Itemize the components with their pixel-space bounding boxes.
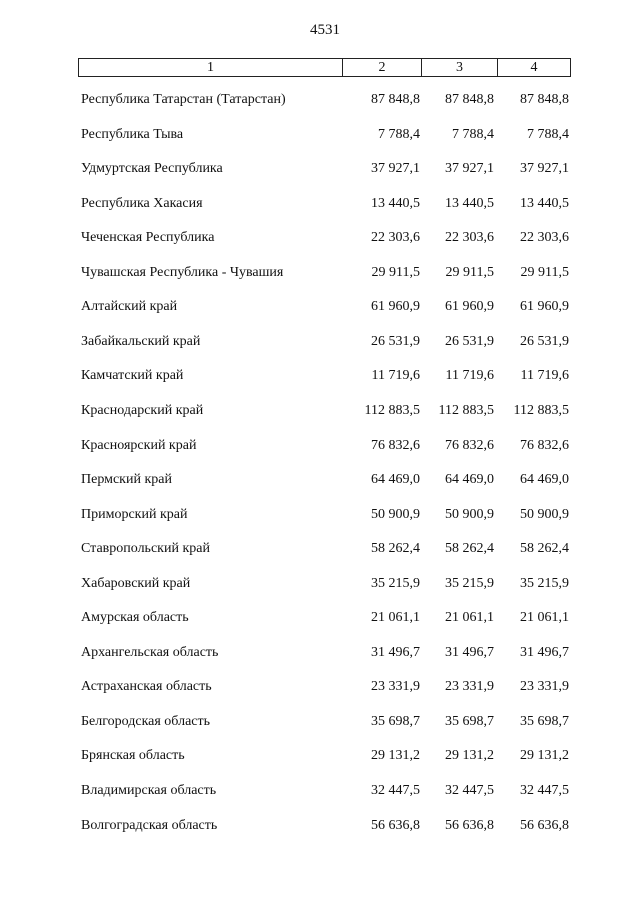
value-column-3: 22 303,6	[445, 230, 494, 246]
region-name: Камчатский край	[81, 368, 184, 384]
table-row	[0, 643, 640, 663]
value-column-2: 87 848,8	[371, 92, 420, 107]
table-row	[0, 194, 640, 214]
value-column-2: 31 496,7	[371, 644, 420, 660]
value-column-2: 58 262,4	[371, 541, 420, 557]
value-column-3: 26 531,9	[445, 333, 494, 349]
value-column-2: 13 440,5	[371, 195, 420, 211]
value-column-2: 35 698,7	[371, 713, 420, 729]
value-column-3: 64 469,0	[445, 472, 494, 487]
table-row	[0, 574, 640, 594]
value-column-2: 37 927,1	[371, 161, 420, 177]
region-name: Республика Хакасия	[81, 195, 203, 211]
table-row	[0, 159, 640, 179]
region-name: Республика Татарстан (Татарстан)	[81, 92, 286, 107]
page-number: 4531	[310, 22, 340, 38]
table-row	[0, 746, 640, 766]
value-column-3: 29 131,2	[445, 748, 494, 764]
value-column-4: 29 131,2	[520, 748, 569, 764]
table-row	[0, 297, 640, 317]
value-column-2: 29 911,5	[371, 264, 420, 280]
value-column-4: 11 719,6	[520, 368, 569, 384]
value-column-2: 29 131,2	[371, 748, 420, 764]
table-row	[0, 125, 640, 145]
table-row	[0, 228, 640, 248]
region-name: Амурская область	[81, 610, 189, 626]
region-name: Пермский край	[81, 472, 172, 487]
value-column-4: 64 469,0	[520, 472, 569, 487]
value-column-2: 56 636,8	[371, 817, 420, 833]
value-column-4: 31 496,7	[520, 644, 569, 660]
value-column-3: 56 636,8	[445, 817, 494, 833]
table-row	[0, 816, 640, 836]
value-column-3: 112 883,5	[438, 402, 494, 418]
value-column-3: 13 440,5	[445, 195, 494, 211]
table-row	[0, 470, 640, 490]
value-column-3: 23 331,9	[445, 679, 494, 695]
value-column-4: 35 698,7	[520, 713, 569, 729]
table-row	[0, 608, 640, 628]
column-header-2: 2	[343, 59, 422, 77]
region-name: Республика Тыва	[81, 126, 184, 142]
table-row	[0, 539, 640, 559]
table-row	[0, 366, 640, 386]
value-column-3: 7 788,4	[452, 126, 494, 142]
value-column-3: 35 215,9	[445, 575, 494, 591]
value-column-4: 56 636,8	[520, 817, 569, 833]
value-column-2: 21 061,1	[371, 610, 420, 626]
value-column-3: 76 832,6	[445, 437, 494, 453]
value-column-3: 61 960,9	[445, 299, 494, 315]
value-column-2: 23 331,9	[371, 679, 420, 695]
table-row	[0, 401, 640, 421]
region-name: Чувашская Республика - Чувашия	[81, 264, 284, 280]
value-column-4: 35 215,9	[520, 575, 569, 591]
region-name: Ставропольский край	[81, 541, 210, 557]
value-column-2: 50 900,9	[371, 506, 420, 522]
value-column-4: 21 061,1	[520, 610, 569, 626]
value-column-3: 29 911,5	[445, 264, 494, 280]
value-column-4: 29 911,5	[520, 264, 569, 280]
column-number-header	[78, 58, 571, 77]
value-column-4: 58 262,4	[520, 541, 569, 557]
region-name: Забайкальский край	[81, 333, 201, 349]
value-column-3: 37 927,1	[445, 161, 494, 177]
value-column-2: 22 303,6	[371, 230, 420, 246]
value-column-3: 32 447,5	[445, 783, 494, 798]
value-column-4: 32 447,5	[520, 783, 569, 798]
value-column-4: 61 960,9	[520, 299, 569, 315]
value-column-2: 64 469,0	[371, 472, 420, 487]
value-column-4: 50 900,9	[520, 506, 569, 522]
value-column-4: 37 927,1	[520, 161, 569, 177]
value-column-2: 11 719,6	[371, 368, 420, 384]
value-column-2: 76 832,6	[371, 437, 420, 453]
value-column-4: 13 440,5	[520, 195, 569, 211]
value-column-2: 7 788,4	[378, 126, 420, 142]
table-row	[0, 332, 640, 352]
table-row	[0, 712, 640, 732]
region-name: Брянская область	[81, 748, 185, 764]
value-column-4: 26 531,9	[520, 333, 569, 349]
column-header-3: 3	[422, 59, 498, 77]
region-name: Белгородская область	[81, 713, 211, 729]
region-name: Волгоградская область	[81, 817, 218, 833]
table-row	[0, 263, 640, 283]
region-name: Архангельская область	[81, 644, 219, 660]
value-column-4: 76 832,6	[520, 437, 569, 453]
value-column-3: 35 698,7	[445, 713, 494, 729]
value-column-2: 35 215,9	[371, 575, 420, 591]
table-row	[0, 781, 640, 801]
column-header-4: 4	[498, 59, 571, 77]
region-name: Владимирская область	[81, 783, 217, 798]
region-name: Краснодарский край	[81, 402, 204, 418]
value-column-3: 58 262,4	[445, 541, 494, 557]
table-row	[0, 505, 640, 525]
value-column-2: 112 883,5	[364, 402, 420, 418]
value-column-3: 11 719,6	[445, 368, 494, 384]
value-column-4: 22 303,6	[520, 230, 569, 246]
table-row	[0, 90, 640, 110]
value-column-3: 87 848,8	[445, 92, 494, 107]
value-column-4: 87 848,8	[520, 92, 569, 107]
region-name: Чеченская Республика	[81, 230, 215, 246]
region-name: Удмуртская Республика	[81, 161, 223, 177]
value-column-3: 21 061,1	[445, 610, 494, 626]
value-column-3: 50 900,9	[445, 506, 494, 522]
region-name: Хабаровский край	[81, 575, 191, 591]
region-name: Приморский край	[81, 506, 188, 522]
column-header-1: 1	[79, 59, 343, 77]
value-column-4: 112 883,5	[513, 402, 569, 418]
table-row	[0, 436, 640, 456]
value-column-2: 26 531,9	[371, 333, 420, 349]
region-name: Красноярский край	[81, 437, 197, 453]
value-column-2: 32 447,5	[371, 783, 420, 798]
value-column-3: 31 496,7	[445, 644, 494, 660]
value-column-2: 61 960,9	[371, 299, 420, 315]
table-row	[0, 677, 640, 697]
value-column-4: 7 788,4	[527, 126, 569, 142]
value-column-4: 23 331,9	[520, 679, 569, 695]
region-name: Астраханская область	[81, 679, 212, 695]
region-name: Алтайский край	[81, 299, 178, 315]
